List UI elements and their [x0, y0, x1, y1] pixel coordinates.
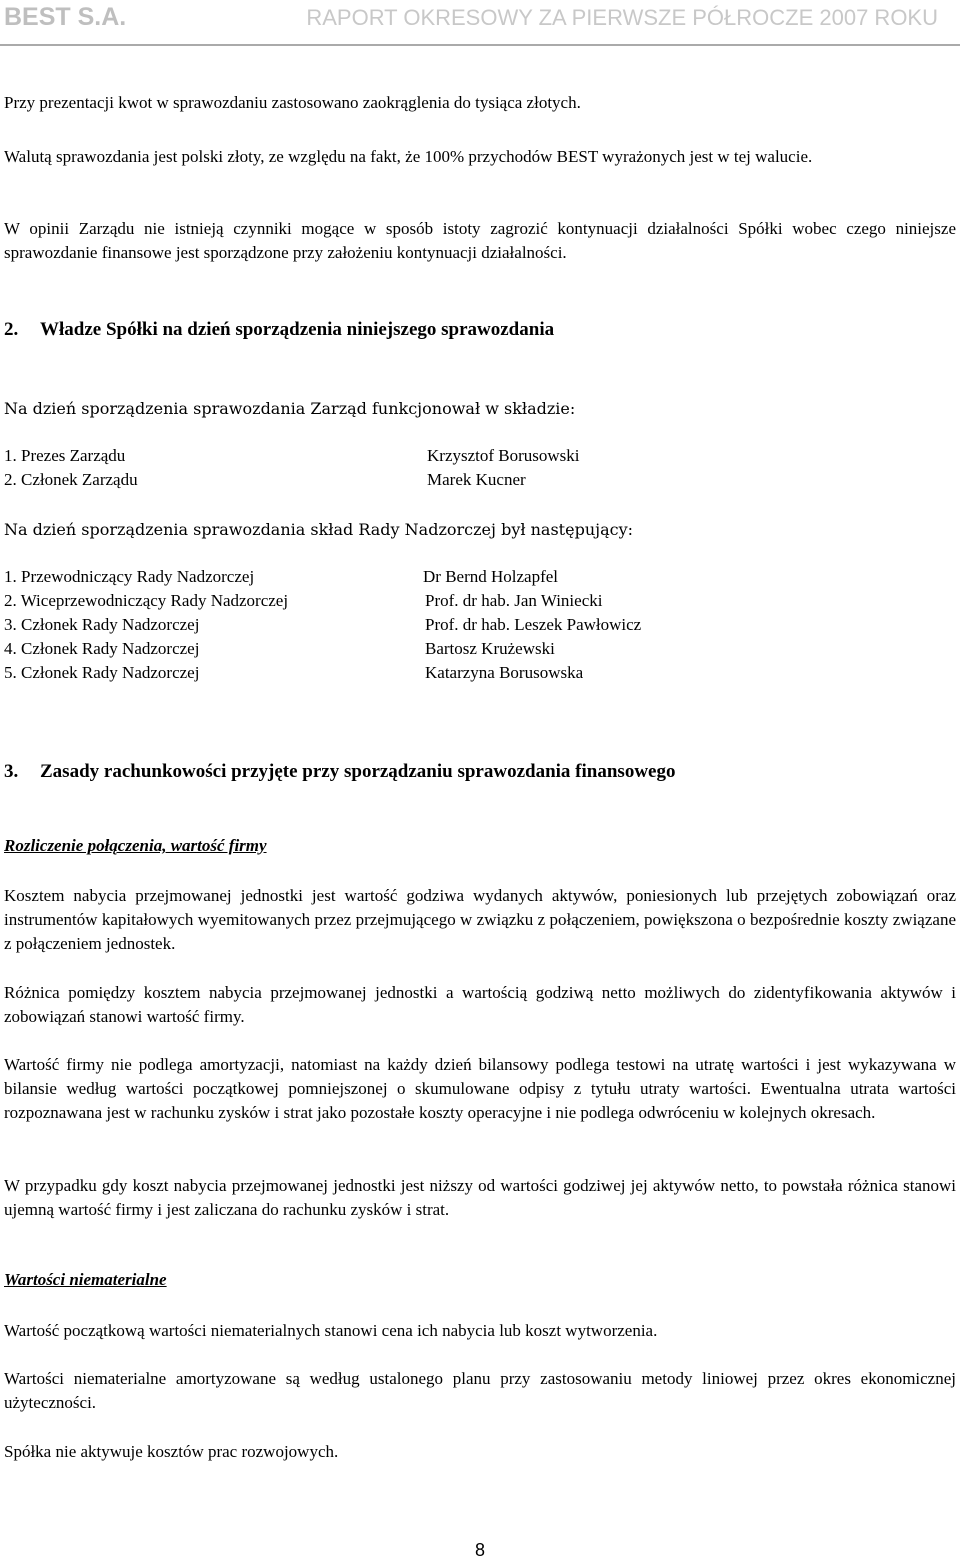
subsection-goodwill-title: Rozliczenie połączenia, wartość firmy [4, 836, 267, 855]
subsection-intangibles-title: Wartości niematerialne [4, 1270, 167, 1289]
section-3-heading [4, 761, 675, 783]
page-number: 8 [474, 1540, 485, 1560]
section-2-title: Władze Spółki na dzień sporządzenia niniejszego sprawozdania [40, 319, 555, 340]
board-person: Marek Kucner [427, 470, 526, 489]
supervisory-member-row [4, 613, 642, 637]
report-title: RAPORT OKRESOWY ZA PIERWSZE PÓŁROCZE 2007 ROKU [306, 5, 938, 30]
header-divider [0, 44, 960, 46]
supervisory-member-row [4, 637, 555, 661]
paragraph-intangibles-amortization: Wartości niematerialne amortyzowane są według ustalonego planu przy zastosowaniu metody liniowej przez okres ekonomicznej użyteczności. [4, 1369, 956, 1412]
paragraph-currency: Walutą sprawozdania jest polski złoty, ze względu na fakt, że 100% przychodów BEST wyrażonych jest w tej walucie. [4, 147, 813, 166]
paragraph-rounding: Przy prezentacji kwot w sprawozdaniu zastosowano zaokrąglenia do tysiąca złotych. [4, 93, 581, 112]
supervisory-person: Dr Bernd Holzapfel [423, 567, 559, 586]
supervisory-person: Katarzyna Borusowska [425, 663, 584, 682]
supervisory-role: 5. Członek Rady Nadzorczej [4, 663, 200, 682]
supervisory-intro: Na dzień sporządzenia sprawozdania skład Rady Nadzorczej był następujący: [4, 520, 634, 539]
paragraph-goodwill-impairment: Wartość firmy nie podlega amortyzacji, natomiast na każdy dzień bilansowy podlega testowi na utratę wartości i jest wykazywana w bilansie według wartości początkowej pomniejszonej o skumulowane odpisy z tytułu utraty wartości. Ewentualna utrata wartości rozpoznawana jest w rachunku zysków i strat jako pozostałe koszty operacyjne i nie podlega odwróceniu w kolejnych okresach. [4, 1055, 956, 1122]
board-intro: Na dzień sporządzenia sprawozdania Zarząd funkcjonował w składzie: [4, 399, 576, 418]
supervisory-person: Prof. dr hab. Jan Winiecki [425, 591, 603, 610]
board-member-row [4, 468, 526, 492]
board-member-row [4, 444, 580, 468]
board-role: 1. Prezes Zarządu [4, 446, 126, 465]
company-name: BEST S.A. [4, 3, 127, 31]
paragraph-intangibles-initial: Wartość początkową wartości niematerialnych stanowi cena ich nabycia lub koszt wytworzenia. [4, 1321, 658, 1340]
section-2-number: 2. [4, 319, 19, 340]
paragraph-negative-goodwill: W przypadku gdy koszt nabycia przejmowanej jednostki jest niższy od wartości godziwej jej aktywów netto, to powstała różnica stanowi ujemną wartość firmy i jest zaliczana do rachunku zysków i strat. [4, 1176, 956, 1219]
supervisory-role: 3. Członek Rady Nadzorczej [4, 615, 200, 634]
supervisory-member-row [4, 589, 603, 613]
supervisory-person: Prof. dr hab. Leszek Pawłowicz [425, 615, 642, 634]
board-role: 2. Członek Zarządu [4, 470, 138, 489]
supervisory-role: 4. Członek Rady Nadzorczej [4, 639, 200, 658]
paragraph-going-concern: W opinii Zarządu nie istnieją czynniki mogące w sposób istoty zagrozić kontynuacji działalności Spółki wobec czego niniejsze sprawozdanie finansowe jest sporządzone przy założeniu kontynuacji działalności. [4, 219, 956, 262]
paragraph-acquisition-cost: Kosztem nabycia przejmowanej jednostki jest wartość godziwa wydanych aktywów, poniesionych lub przejętych zobowiązań oraz instrumentów kapitałowych wyemitowanych przez przejmującego w związku z połączeniem, powiększona o bezpośrednie koszty związane z połączeniem jednostek. [4, 886, 956, 953]
section-3-title: Zasady rachunkowości przyjęte przy sporządzaniu sprawozdania finansowego [40, 761, 676, 782]
supervisory-role: 1. Przewodniczący Rady Nadzorczej [4, 567, 255, 586]
supervisory-member-row [4, 661, 584, 685]
section-2-heading [4, 319, 554, 341]
board-person: Krzysztof Borusowski [427, 446, 580, 465]
paragraph-goodwill-definition: Różnica pomiędzy kosztem nabycia przejmowanej jednostki a wartością godziwą netto możliwych do zidentyfikowania aktywów i zobowiązań stanowi wartość firmy. [4, 983, 956, 1026]
supervisory-person: Bartosz Krużewski [425, 639, 555, 658]
paragraph-development-costs: Spółka nie aktywuje kosztów prac rozwojowych. [4, 1442, 339, 1461]
section-3-number: 3. [4, 761, 19, 782]
page-header [0, 0, 960, 48]
supervisory-member-row [4, 565, 559, 589]
supervisory-role: 2. Wiceprzewodniczący Rady Nadzorczej [4, 591, 289, 610]
